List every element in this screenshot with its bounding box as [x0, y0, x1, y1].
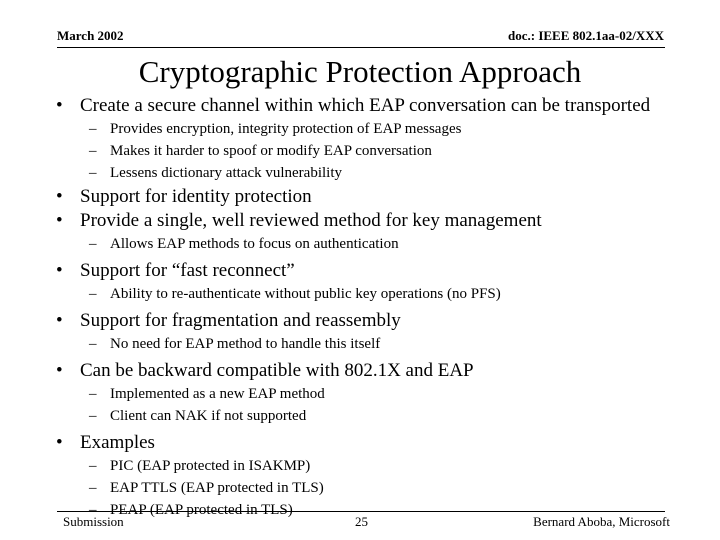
header-date: March 2002 [57, 28, 124, 43]
sub-bullet-item [52, 383, 692, 405]
sub-bullet-text: Ability to re-authenticate without public key operations (no PFS) [110, 286, 501, 302]
sub-bullet-item [52, 333, 692, 355]
bullet-dot-icon: • [56, 210, 63, 231]
dash-icon: – [89, 165, 97, 181]
bullet-dot-icon: • [56, 310, 63, 331]
footer-submission: Submission [63, 514, 124, 529]
dash-icon: – [89, 143, 97, 159]
sub-bullet-item [52, 118, 692, 140]
bullet-item [52, 209, 692, 233]
sub-bullet-text: No need for EAP method to handle this itself [110, 336, 381, 352]
sub-bullet-text: EAP TTLS (EAP protected in TLS) [110, 480, 324, 496]
bullet-item [52, 259, 692, 283]
sub-bullet-text: Provides encryption, integrity protection of EAP messages [110, 121, 462, 137]
sub-bullet-item [52, 455, 692, 477]
bullet-item [52, 359, 692, 383]
bullet-text: Create a secure channel within which EAP conversation can be transported [80, 95, 651, 116]
dash-icon: – [89, 386, 97, 402]
sub-bullet-item [52, 140, 692, 162]
bullet-text: Support for fragmentation and reassembly [80, 310, 401, 331]
slide-title: Cryptographic Protection Approach [138, 54, 582, 89]
bullet-text: Provide a single, well reviewed method for key management [80, 210, 542, 231]
sub-bullet-item [52, 477, 692, 499]
footer-author: Bernard Aboba, Microsoft [533, 514, 670, 529]
sub-bullet-item [52, 405, 692, 427]
sub-bullet-text: PIC (EAP protected in ISAKMP) [110, 458, 311, 474]
footer-divider [57, 511, 665, 512]
sub-bullet-item [52, 233, 692, 255]
bullet-list [52, 94, 692, 521]
sub-bullet-text: Client can NAK if not supported [110, 408, 307, 424]
sub-bullet-item [52, 283, 692, 305]
bullet-dot-icon: • [56, 360, 63, 381]
dash-icon: – [89, 286, 97, 302]
bullet-item [52, 94, 692, 118]
sub-bullet-text: Lessens dictionary attack vulnerability [110, 165, 343, 181]
bullet-dot-icon: • [56, 186, 63, 207]
dash-icon: – [89, 121, 97, 137]
header-divider [57, 47, 665, 48]
bullet-text: Examples [80, 432, 155, 453]
sub-bullet-text: Makes it harder to spoof or modify EAP conversation [110, 143, 432, 159]
sub-bullet-text: Allows EAP methods to focus on authentication [110, 236, 399, 252]
bullet-item [52, 431, 692, 455]
sub-bullet-text: PEAP (EAP protected in TLS) [110, 502, 293, 518]
dash-icon: – [89, 480, 97, 496]
bullet-text: Support for “fast reconnect” [80, 260, 295, 281]
bullet-item [52, 309, 692, 333]
page-number: 25 [355, 514, 368, 529]
bullet-dot-icon: • [56, 260, 63, 281]
bullet-dot-icon: • [56, 432, 63, 453]
dash-icon: – [89, 458, 97, 474]
sub-bullet-item [52, 162, 692, 184]
bullet-text: Can be backward compatible with 802.1X and EAP [80, 360, 474, 381]
bullet-dot-icon: • [56, 95, 63, 116]
bullet-item [52, 185, 692, 209]
dash-icon: – [89, 502, 97, 518]
dash-icon: – [89, 236, 97, 252]
dash-icon: – [89, 408, 97, 424]
dash-icon: – [89, 336, 97, 352]
bullet-text: Support for identity protection [80, 186, 312, 207]
sub-bullet-text: Implemented as a new EAP method [110, 386, 325, 402]
header-doc-id: doc.: IEEE 802.1aa-02/XXX [507, 28, 664, 43]
